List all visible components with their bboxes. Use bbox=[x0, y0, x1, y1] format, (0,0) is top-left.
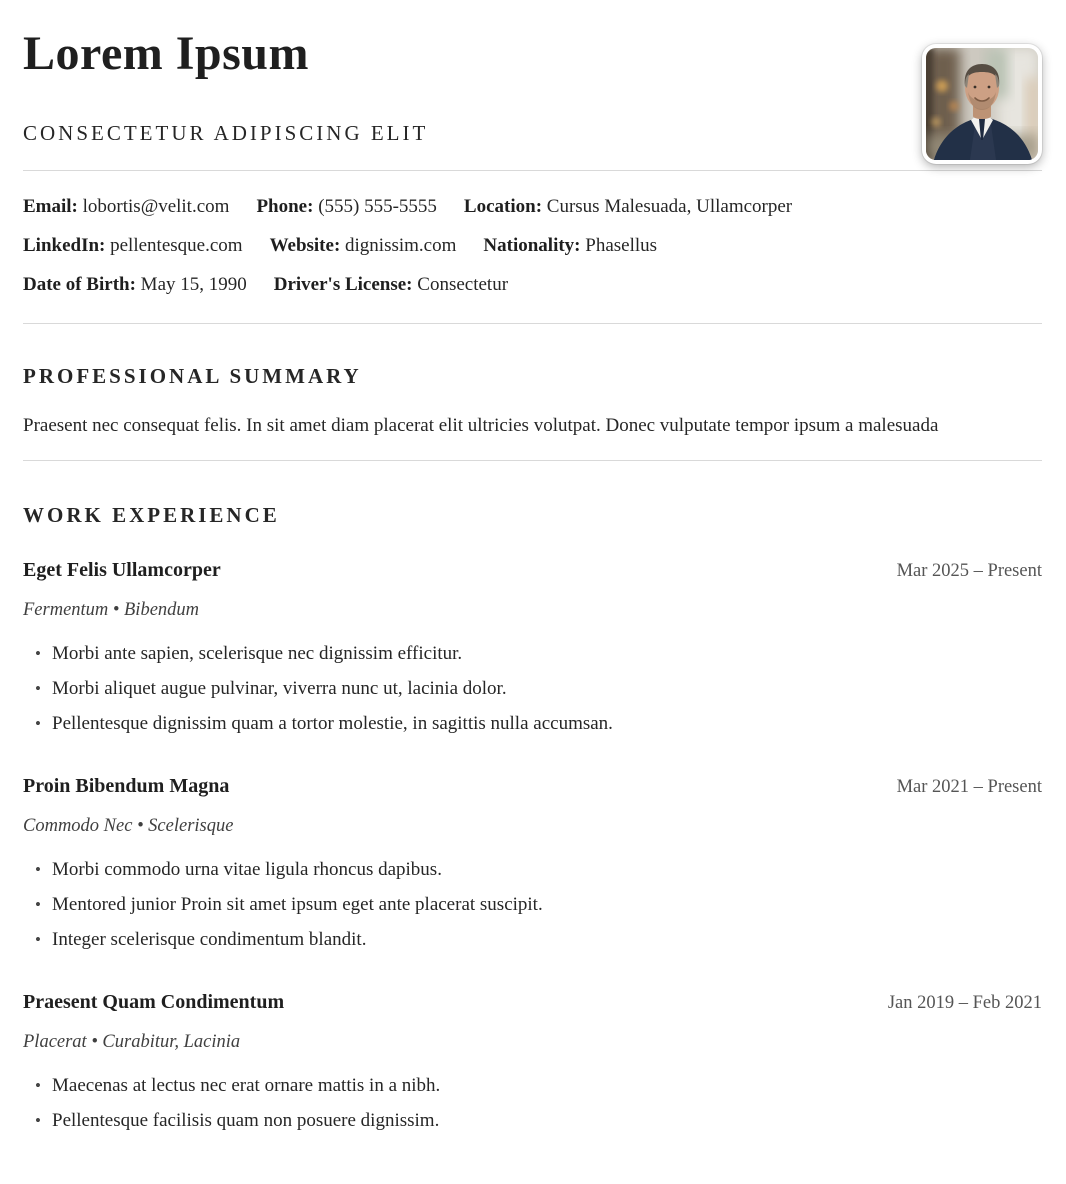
job-title: Praesent Quam Condimentum bbox=[23, 991, 285, 1013]
contact-value: May 15, 1990 bbox=[140, 274, 247, 295]
contact-label: LinkedIn: bbox=[23, 235, 106, 256]
contact-value: Phasellus bbox=[585, 235, 658, 256]
contact-row bbox=[23, 195, 1042, 219]
job-entry bbox=[23, 989, 1042, 1138]
job-dates: Mar 2021 – Present bbox=[896, 777, 1042, 797]
job-bullet-list bbox=[23, 852, 1042, 957]
section-divider bbox=[23, 323, 1042, 324]
job-subtitle: Placerat • Curabitur, Lacinia bbox=[23, 1032, 241, 1052]
job-bullet-list bbox=[23, 1068, 1042, 1138]
job-bullet: • Mentored junior Proin sit amet ipsum eget ante placerat suscipit. bbox=[23, 887, 1042, 922]
contact-value: pellentesque.com bbox=[110, 235, 243, 256]
contact-item-linkedin bbox=[23, 234, 243, 258]
job-entry bbox=[23, 773, 1042, 957]
job-dates: Jan 2019 – Feb 2021 bbox=[887, 993, 1042, 1013]
contact-value: (555) 555-5555 bbox=[318, 196, 437, 217]
job-bullet: • Pellentesque dignissim quam a tortor molestie, in sagittis nulla accumsan. bbox=[23, 706, 1042, 741]
job-subtitle: Fermentum • Bibendum bbox=[23, 600, 200, 620]
contact-item-license bbox=[274, 273, 508, 297]
contact-value: dignissim.com bbox=[345, 235, 457, 256]
section-heading-summary: PROFESSIONAL SUMMARY bbox=[23, 364, 362, 388]
summary-text: Praesent nec consequat felis. In sit amet diam placerat elit ultricies volutpat. Donec vulputate tempor ipsum a malesuada bbox=[23, 415, 939, 436]
job-bullet-list bbox=[23, 636, 1042, 741]
resume-page bbox=[0, 26, 1066, 1138]
profile-photo bbox=[922, 44, 1042, 164]
job-dates: Mar 2025 – Present bbox=[896, 561, 1042, 581]
contact-item-dob bbox=[23, 273, 247, 297]
contact-label: Email: bbox=[23, 196, 78, 217]
job-header bbox=[23, 989, 1042, 1017]
job-header bbox=[23, 773, 1042, 801]
portrait-illustration bbox=[926, 48, 1038, 160]
contact-row bbox=[23, 234, 1042, 258]
job-bullet: • Pellentesque facilisis quam non posuere dignissim. bbox=[23, 1103, 1042, 1138]
contact-item-email bbox=[23, 195, 229, 219]
page-title: Lorem Ipsum bbox=[23, 27, 309, 80]
job-bullet: • Morbi ante sapien, scelerisque nec dignissim efficitur. bbox=[23, 636, 1042, 671]
job-bullet: • Maecenas at lectus nec erat ornare mattis in a nibh. bbox=[23, 1068, 1042, 1103]
resume-header bbox=[23, 26, 1042, 146]
contact-row bbox=[23, 273, 1042, 297]
professional-summary-section bbox=[23, 364, 1042, 460]
contact-info bbox=[23, 171, 1042, 323]
job-subtitle: Commodo Nec • Scelerisque bbox=[23, 816, 234, 836]
job-entry bbox=[23, 557, 1042, 741]
work-experience-section bbox=[23, 503, 1042, 1138]
job-title: Eget Felis Ullamcorper bbox=[23, 559, 221, 581]
contact-value: Cursus Malesuada, Ullamcorper bbox=[546, 196, 793, 217]
job-bullet: • Integer scelerisque condimentum blandit. bbox=[23, 922, 1042, 957]
contact-label: Phone: bbox=[256, 196, 314, 217]
contact-label: Driver's License: bbox=[273, 274, 413, 295]
job-title: Proin Bibendum Magna bbox=[23, 775, 230, 797]
section-divider bbox=[23, 460, 1042, 461]
professional-title: CONSECTETUR ADIPISCING ELIT bbox=[23, 121, 429, 145]
contact-label: Date of Birth: bbox=[23, 274, 136, 295]
section-heading-experience: WORK EXPERIENCE bbox=[23, 503, 280, 527]
job-header bbox=[23, 557, 1042, 585]
contact-item-phone bbox=[256, 195, 436, 219]
job-bullet: • Morbi commodo urna vitae ligula rhoncus dapibus. bbox=[23, 852, 1042, 887]
contact-item-website bbox=[270, 234, 457, 258]
contact-value: Consectetur bbox=[417, 274, 509, 295]
contact-value: lobortis@velit.com bbox=[82, 196, 230, 217]
job-bullet: • Morbi aliquet augue pulvinar, viverra nunc ut, lacinia dolor. bbox=[23, 671, 1042, 706]
contact-label: Nationality: bbox=[483, 235, 581, 256]
contact-label: Location: bbox=[463, 196, 543, 217]
contact-label: Website: bbox=[269, 235, 341, 256]
contact-item-location bbox=[464, 195, 792, 219]
contact-item-nationality bbox=[483, 234, 657, 258]
